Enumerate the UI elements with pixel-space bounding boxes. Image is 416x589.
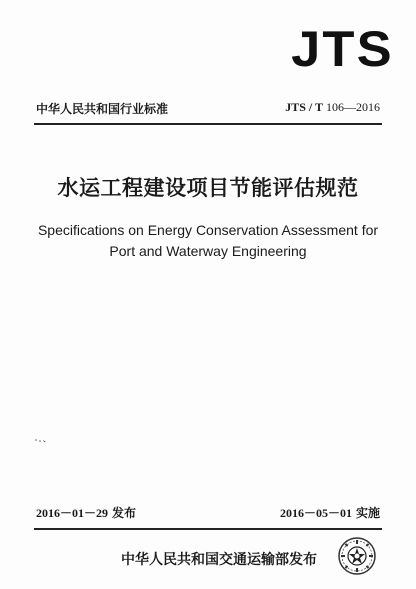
effective-date-value: 2016－05－01: [279, 506, 352, 520]
title-english-line2: Port and Waterway Engineering: [109, 243, 307, 259]
top-divider: [34, 123, 382, 125]
standard-category: 中华人民共和国行业标准: [36, 102, 169, 116]
standard-prefix: JTS / T: [285, 100, 323, 114]
issue-date-value: 2016－01－29: [36, 506, 109, 520]
scan-speck-icon: [34, 438, 48, 444]
standard-number: 106—2016: [326, 100, 380, 114]
issue-date-label: 发布: [112, 506, 137, 520]
effective-date: [280, 504, 380, 521]
title-chinese: 水运工程建设项目节能评估规范: [57, 176, 359, 200]
publisher: 中华人民共和国交通运输部发布: [121, 552, 317, 568]
scan-speck: [34, 436, 48, 446]
title-english: [0, 220, 416, 262]
ministry-emblem-icon: [337, 536, 377, 576]
issue-date: [36, 504, 136, 521]
bottom-divider: [34, 528, 382, 530]
effective-date-label: 实施: [355, 506, 380, 520]
standard-code: [285, 100, 380, 115]
jts-logo: JTS: [291, 21, 394, 77]
title-english-line1: Specifications on Energy Conservation Assessment for: [37, 222, 379, 238]
